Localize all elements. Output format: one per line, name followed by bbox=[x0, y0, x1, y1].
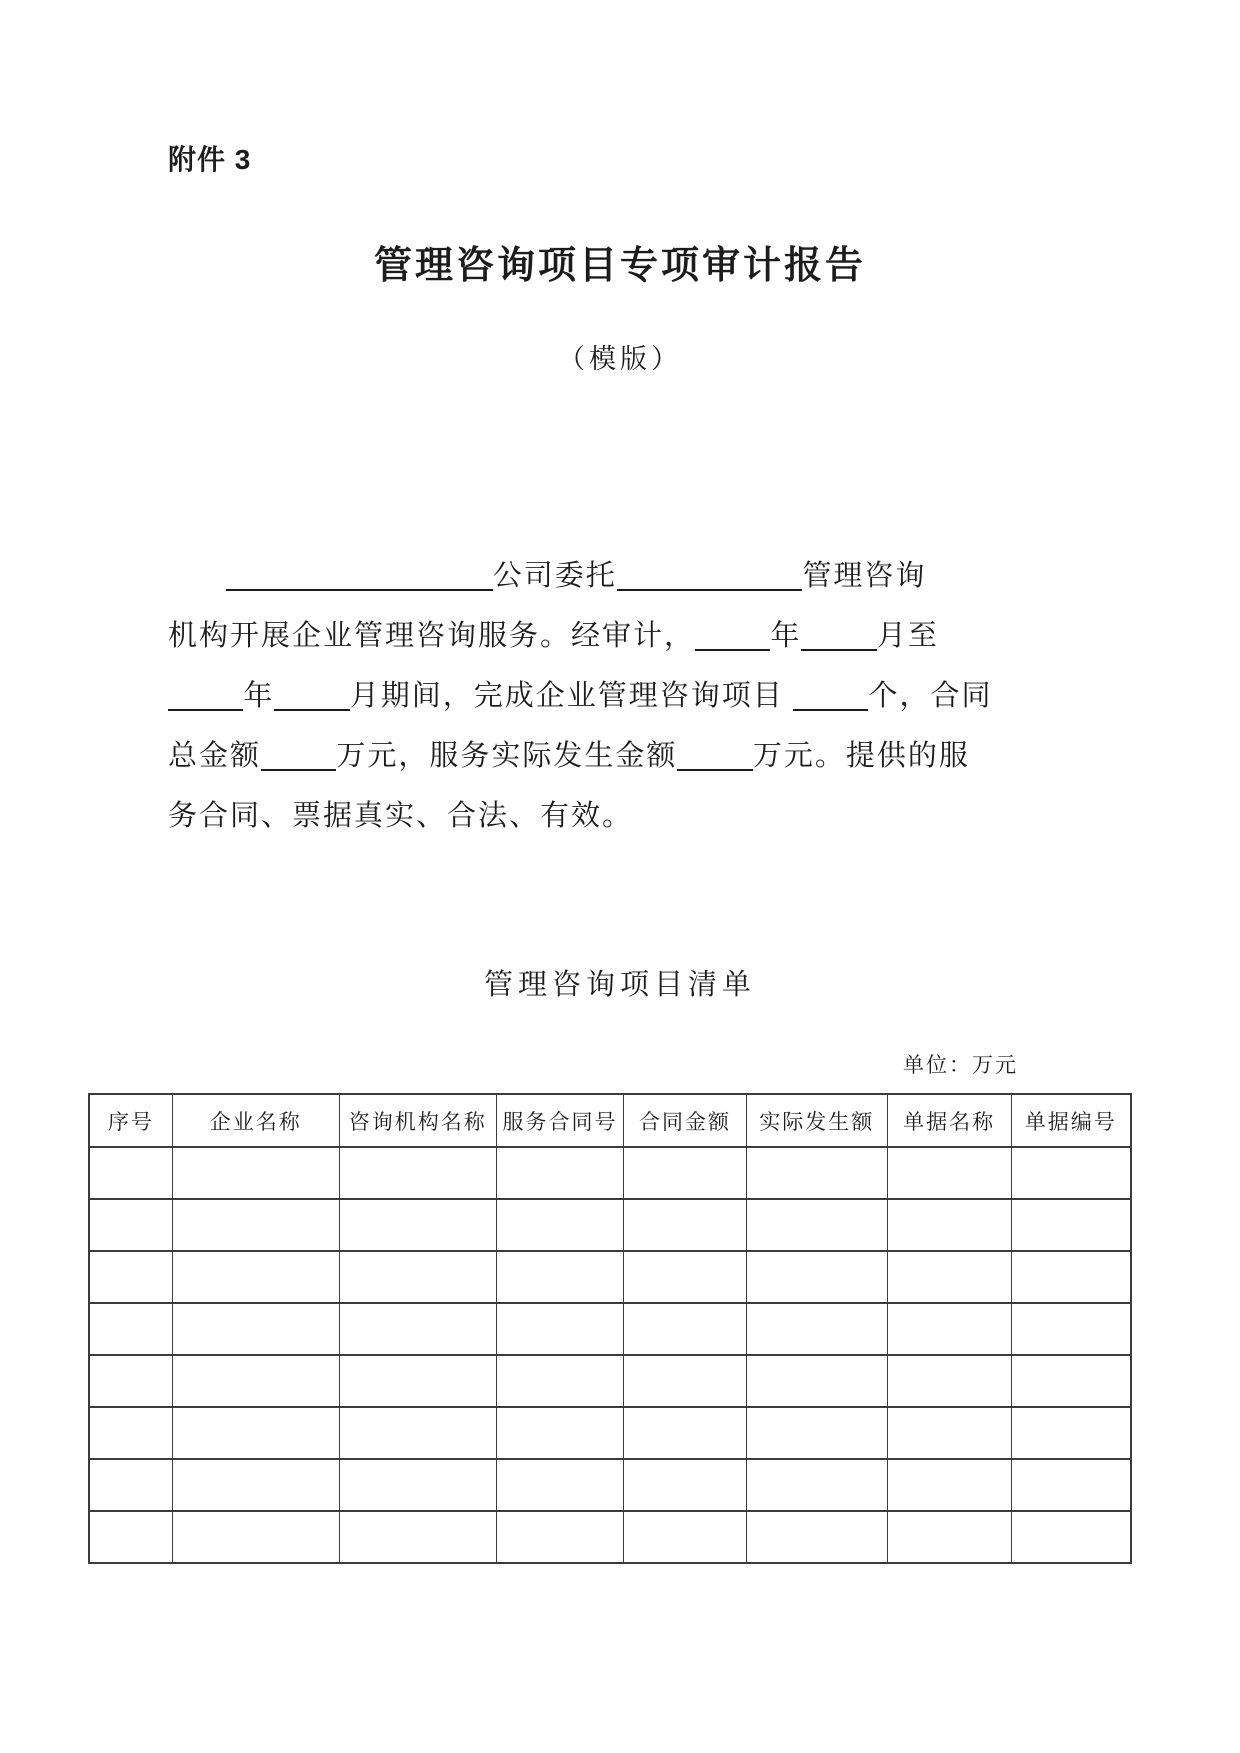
empty-cell bbox=[887, 1459, 1011, 1511]
empty-cell bbox=[172, 1459, 339, 1511]
empty-cell bbox=[496, 1355, 623, 1407]
paragraph-text: 月至 bbox=[876, 620, 939, 652]
empty-cell bbox=[89, 1303, 172, 1355]
empty-cell bbox=[172, 1511, 339, 1563]
paragraph-line bbox=[168, 726, 1070, 786]
empty-cell bbox=[887, 1251, 1011, 1303]
column-header: 合同金额 bbox=[624, 1094, 747, 1147]
fill-in-blank bbox=[677, 742, 752, 771]
fill-in-blank bbox=[261, 742, 336, 771]
paragraph-line bbox=[168, 546, 1070, 606]
empty-cell bbox=[746, 1251, 887, 1303]
empty-cell bbox=[339, 1147, 496, 1199]
paragraph-text: 总金额 bbox=[168, 740, 262, 772]
empty-cell bbox=[496, 1459, 623, 1511]
table-row bbox=[89, 1459, 1131, 1511]
empty-cell bbox=[89, 1407, 172, 1459]
empty-cell bbox=[624, 1407, 747, 1459]
empty-cell bbox=[496, 1511, 623, 1563]
empty-cell bbox=[746, 1147, 887, 1199]
empty-cell bbox=[887, 1147, 1011, 1199]
paragraph-text: 公司委托 bbox=[492, 560, 617, 592]
empty-cell bbox=[887, 1303, 1011, 1355]
empty-cell bbox=[496, 1147, 623, 1199]
empty-cell bbox=[89, 1459, 172, 1511]
empty-cell bbox=[1011, 1407, 1131, 1459]
paragraph-text: 个，合同 bbox=[868, 680, 993, 712]
empty-cell bbox=[496, 1407, 623, 1459]
empty-cell bbox=[746, 1511, 887, 1563]
table-body bbox=[89, 1147, 1131, 1563]
projects-table bbox=[88, 1093, 1132, 1564]
empty-cell bbox=[172, 1407, 339, 1459]
empty-cell bbox=[172, 1199, 339, 1251]
empty-cell bbox=[624, 1251, 747, 1303]
column-header: 企业名称 bbox=[172, 1094, 339, 1147]
column-header: 实际发生额 bbox=[746, 1094, 887, 1147]
table-row bbox=[89, 1511, 1131, 1563]
empty-cell bbox=[887, 1407, 1011, 1459]
fill-in-blank bbox=[226, 562, 493, 591]
column-header: 服务合同号 bbox=[496, 1094, 623, 1147]
empty-cell bbox=[339, 1355, 496, 1407]
empty-cell bbox=[746, 1407, 887, 1459]
table-row bbox=[89, 1407, 1131, 1459]
attachment-label: 附件 3 bbox=[168, 144, 252, 175]
fill-in-blank bbox=[168, 682, 243, 711]
table-row bbox=[89, 1355, 1131, 1407]
empty-cell bbox=[89, 1147, 172, 1199]
empty-cell bbox=[89, 1199, 172, 1251]
empty-cell bbox=[339, 1199, 496, 1251]
empty-cell bbox=[887, 1199, 1011, 1251]
fill-in-blank bbox=[274, 682, 349, 711]
table-row bbox=[89, 1303, 1131, 1355]
empty-cell bbox=[339, 1459, 496, 1511]
empty-cell bbox=[624, 1511, 747, 1563]
empty-cell bbox=[746, 1303, 887, 1355]
fill-in-blank bbox=[695, 622, 770, 651]
page-title: 管理咨询项目专项审计报告 bbox=[373, 245, 866, 287]
paragraph-text: 万元。提供的服 bbox=[752, 740, 970, 772]
empty-cell bbox=[624, 1355, 747, 1407]
empty-cell bbox=[496, 1199, 623, 1251]
unit-note: 单位：万元 bbox=[903, 1053, 1018, 1077]
empty-cell bbox=[746, 1355, 887, 1407]
empty-cell bbox=[624, 1459, 747, 1511]
table-row bbox=[89, 1147, 1131, 1199]
empty-cell bbox=[89, 1251, 172, 1303]
paragraph-text: 机构开展企业管理咨询服务。经审计， bbox=[168, 620, 696, 652]
paragraph-text: 年 bbox=[243, 680, 275, 712]
paragraph-text: 万元，服务实际发生金额 bbox=[336, 740, 678, 772]
table-header-row bbox=[89, 1094, 1131, 1147]
empty-cell bbox=[1011, 1511, 1131, 1563]
empty-cell bbox=[624, 1147, 747, 1199]
table-row bbox=[89, 1199, 1131, 1251]
column-header: 咨询机构名称 bbox=[339, 1094, 496, 1147]
empty-cell bbox=[746, 1199, 887, 1251]
empty-cell bbox=[887, 1355, 1011, 1407]
empty-cell bbox=[172, 1251, 339, 1303]
empty-cell bbox=[1011, 1459, 1131, 1511]
empty-cell bbox=[89, 1511, 172, 1563]
paragraph-line bbox=[168, 666, 1070, 726]
empty-cell bbox=[1011, 1303, 1131, 1355]
paragraph-line bbox=[168, 606, 1070, 666]
paragraph-text: 务合同、票据真实、合法、有效。 bbox=[168, 800, 634, 832]
page-subtitle: （模版） bbox=[558, 344, 682, 374]
empty-cell bbox=[496, 1303, 623, 1355]
empty-cell bbox=[339, 1303, 496, 1355]
list-heading: 管理咨询项目清单 bbox=[483, 969, 756, 1001]
empty-cell bbox=[746, 1459, 887, 1511]
empty-cell bbox=[339, 1251, 496, 1303]
body-paragraph bbox=[168, 546, 1070, 846]
paragraph-line bbox=[168, 786, 1070, 846]
empty-cell bbox=[1011, 1355, 1131, 1407]
empty-cell bbox=[1011, 1199, 1131, 1251]
column-header: 单据名称 bbox=[887, 1094, 1011, 1147]
paragraph-text: 年 bbox=[770, 620, 802, 652]
paragraph-text: 管理咨询 bbox=[802, 560, 927, 592]
empty-cell bbox=[172, 1147, 339, 1199]
empty-cell bbox=[1011, 1147, 1131, 1199]
empty-cell bbox=[172, 1303, 339, 1355]
column-header: 单据编号 bbox=[1011, 1094, 1131, 1147]
fill-in-blank bbox=[617, 562, 803, 591]
empty-cell bbox=[887, 1511, 1011, 1563]
empty-cell bbox=[339, 1511, 496, 1563]
fill-in-blank bbox=[801, 622, 876, 651]
empty-cell bbox=[624, 1199, 747, 1251]
empty-cell bbox=[624, 1303, 747, 1355]
empty-cell bbox=[172, 1355, 339, 1407]
empty-cell bbox=[339, 1407, 496, 1459]
empty-cell bbox=[496, 1251, 623, 1303]
column-header: 序号 bbox=[89, 1094, 172, 1147]
empty-cell bbox=[1011, 1251, 1131, 1303]
table-row bbox=[89, 1251, 1131, 1303]
fill-in-blank bbox=[793, 682, 868, 711]
empty-cell bbox=[89, 1355, 172, 1407]
paragraph-text: 月期间，完成企业管理咨询项目 bbox=[349, 680, 794, 712]
